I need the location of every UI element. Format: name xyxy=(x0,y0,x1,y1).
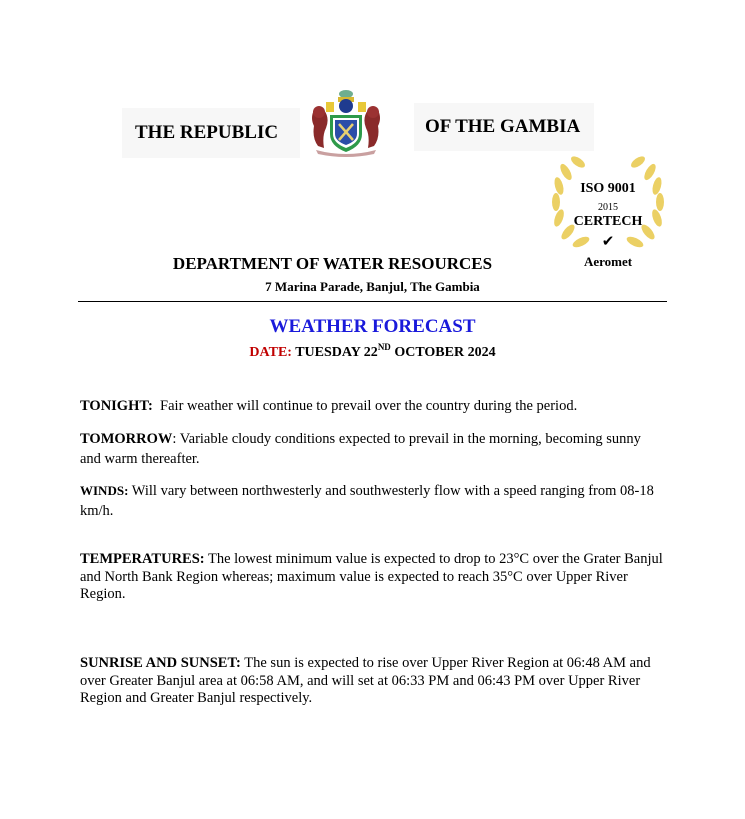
page-title: WEATHER FORECAST xyxy=(269,316,476,337)
forecast-date xyxy=(80,342,665,361)
section-winds xyxy=(80,481,665,521)
tonight-label: TONIGHT: xyxy=(80,398,153,414)
sunrise-sunset-text: The sun is expected to rise over Upper River Region at 06:48 AM and over Greater Banjul area at 06:58 AM, and will set at 06:33 PM and 06:43 PM over Upper River Region and Greater Banjul respectively. xyxy=(80,655,651,706)
section-tonight xyxy=(80,396,665,416)
header-republic-left xyxy=(122,108,300,158)
sunrise-sunset-label: SUNRISE AND SUNSET: xyxy=(80,655,241,671)
header-republic-right xyxy=(414,103,594,151)
tomorrow-label: TOMORROW xyxy=(80,431,173,447)
checkmark-icon: ✔ xyxy=(601,234,615,250)
iso-line1: ISO 9001 xyxy=(580,181,636,196)
department-text: DEPARTMENT OF WATER RESOURCES xyxy=(172,254,493,273)
republic-right-text: OF THE GAMBIA xyxy=(425,116,581,137)
date-rest: OCTOBER 2024 xyxy=(390,345,496,360)
iso-line3: CERTECH xyxy=(573,214,643,229)
republic-left-text: THE REPUBLIC xyxy=(135,122,279,143)
winds-text: Will vary between northwesterly and southwesterly flow with a speed ranging from 08-18 km/h. xyxy=(80,483,654,519)
department-name xyxy=(80,254,665,274)
date-label: DATE: xyxy=(249,345,292,360)
section-sunrise-sunset xyxy=(80,655,665,708)
section-temperatures xyxy=(80,551,665,604)
department-address: 7 Marina Parade, Banjul, The Gambia xyxy=(265,279,480,294)
temperatures-text: The lowest minimum value is expected to drop to 23°C over the Grater Banjul and North Bank Region whereas; maximum value is expected to reach 35°C over Upper River Region. xyxy=(80,551,663,602)
header-divider xyxy=(78,301,667,302)
winds-label: WINDS: xyxy=(80,483,129,498)
iso-line4: Aeromet xyxy=(583,254,633,269)
gambia-coat-of-arms-icon xyxy=(308,88,384,158)
date-suffix: ND xyxy=(377,342,391,352)
tonight-text: Fair weather will continue to prevail over the country during the period. xyxy=(152,398,578,414)
tomorrow-text: : Variable cloudy conditions expected to prevail in the morning, becoming sunny and warm thereafter. xyxy=(80,431,641,467)
date-day: TUESDAY 22 xyxy=(295,345,378,360)
section-tomorrow xyxy=(80,429,665,469)
iso-line2: 2015 xyxy=(598,202,618,213)
temperatures-label: TEMPERATURES: xyxy=(80,551,205,567)
